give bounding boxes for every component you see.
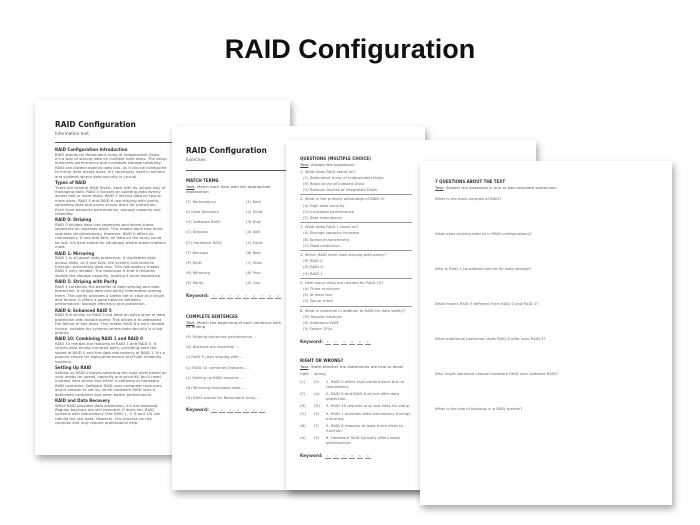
multiple-choice-questions bbox=[300, 170, 412, 332]
wrong-letter: (E) bbox=[314, 411, 320, 416]
answer-option: (M) Regular backups bbox=[303, 314, 342, 320]
statement: 2. RAID 5 and RAID 6 do not offer data protection. bbox=[326, 391, 400, 401]
sentence-start: (H) RAID stands for Redundant Array ... bbox=[186, 394, 261, 400]
complete-sentences-rows bbox=[186, 335, 282, 400]
question: 6. What is essential in addition to RAID for data safety? bbox=[300, 307, 406, 313]
match-definition: (2) Divid bbox=[246, 209, 263, 215]
section-body: RAID 10 merges the features of RAID 1 and RAID 0. It stripes data across mirrored pairs, providing both the speed of RAID 0 and the data redundancy of RAID 1. It's a popular choice for high-performance and high-reliability systems. bbox=[55, 340, 165, 364]
statement-row bbox=[300, 404, 412, 409]
section-heading: Setting Up RAID bbox=[55, 365, 92, 370]
section-body: RAID 1 is all about data protection. It duplicates data across disks, so if one fails, the system continues to function, preventing data loss. This redundancy makes RAID 1 very reliable. The downside is that it requires double the storage capacity, making it more expensive. bbox=[55, 255, 162, 278]
keyword-blank: 6 bbox=[365, 454, 371, 459]
keyword-blank: 5 bbox=[357, 454, 363, 459]
task-description: : Answer the questions! bbox=[308, 162, 355, 167]
section-body: RAID stands for Redundant Array of Independent Disks. It's a way of storing data on multiple hard disks. The setup enhances performance and increases storage reliability. RAID can protect against data loss, as it can be configured to mirror data across disks. It's commonly used in servers and systems where data security is crucial. bbox=[55, 151, 167, 179]
question: 2. What is the primary advantage of RAID 0? bbox=[300, 196, 385, 202]
keyword-blank: 3 bbox=[341, 340, 347, 345]
match-term: (I) Data Recovery bbox=[186, 209, 220, 215]
question: What does striping refer to in RAID configurations? bbox=[435, 231, 532, 236]
keyword-blank: 4 bbox=[235, 294, 241, 299]
keyword-blank: 7 bbox=[259, 408, 265, 413]
sentence-start: (A) Backups are essential ... bbox=[186, 344, 240, 350]
question: 1. What does RAID stand for? bbox=[300, 168, 356, 174]
keyword-label: Keyword: bbox=[300, 453, 323, 459]
question: Why is RAID 1 considered secure for data storage? bbox=[435, 266, 532, 271]
question: What is the main purpose of RAID? bbox=[435, 196, 502, 201]
section-body: While RAID provides data protection, it's not foolproof. Regular backups are still essential. If disks fail, RAID systems with redundancy (like RAID 1, 5, 6 and 10) can rebuild the lost data. However, this process can be complex and may require professional help. bbox=[55, 402, 161, 426]
task-text bbox=[300, 365, 412, 370]
task-description: : Match the beginning of each sentence with its ending bbox=[186, 319, 282, 330]
match-definition: (8) Proc bbox=[246, 269, 261, 275]
keyword-blank: 3 bbox=[341, 454, 347, 459]
keyword-blank: 3 bbox=[227, 294, 233, 299]
keyword-row bbox=[186, 294, 282, 300]
answer-option: (A) High data security bbox=[303, 202, 345, 208]
right-letter: (R) bbox=[300, 403, 306, 409]
keyword-row bbox=[300, 340, 412, 346]
right-letter: (L) bbox=[300, 379, 306, 385]
right-or-wrong-rows bbox=[300, 380, 412, 446]
answer-option: (R) Rapid Array of Indexed Disks bbox=[303, 180, 365, 186]
wrong-column-label: wrong bbox=[314, 371, 326, 377]
section-heading: Types of RAID bbox=[55, 180, 87, 186]
keyword-blank: 5 bbox=[243, 408, 249, 413]
section-heading: RAID 5: Striping with Parity bbox=[55, 279, 118, 285]
match-term: (R) Mirroring bbox=[186, 269, 210, 275]
section-heading: QUESTIONS (MULTIPLE CHOICE) bbox=[300, 156, 371, 161]
answer-option: (H) RAID 1 bbox=[303, 270, 323, 276]
keyword-blank: 1 bbox=[211, 294, 217, 299]
sentence-start: (L) Setting up RAID requires ... bbox=[186, 374, 244, 380]
keyword-blank: 5 bbox=[243, 294, 249, 299]
section-body: Setting up RAID involves selecting the right level based on your needs for speed, capacity and security. You'll need multiple hard drives and either a software or hardware RAID controller. Software RAID uses computer resources and is simpler to set up, while hardware RAID uses a dedicated controller and often better performance. bbox=[55, 369, 167, 397]
wrong-letter: (T) bbox=[314, 423, 320, 429]
task-text bbox=[186, 321, 282, 330]
keyword-blank: 6 bbox=[365, 340, 371, 345]
keyword-blank: 1 bbox=[211, 408, 217, 413]
keyword-label: Keyword: bbox=[186, 408, 209, 414]
task-text bbox=[300, 163, 412, 168]
sentence-start: (P) Striping enhances performance ... bbox=[186, 334, 258, 340]
right-letter: (O) bbox=[300, 411, 306, 416]
statement-row bbox=[300, 424, 412, 433]
task-label: Task bbox=[186, 184, 195, 189]
answer-option: (B) Speed enhancement bbox=[303, 236, 350, 242]
exercises-column bbox=[186, 178, 282, 414]
page-heading: RAID Configuration bbox=[224, 34, 476, 64]
statement-row bbox=[300, 412, 412, 421]
keyword-blank: 2 bbox=[333, 340, 339, 345]
keyword-row bbox=[186, 408, 282, 414]
answer-option: (R) Additional RAM bbox=[303, 320, 339, 326]
keyword-blank: 3 bbox=[227, 408, 233, 413]
question-separator bbox=[300, 306, 412, 307]
task-label: Task bbox=[186, 319, 195, 325]
wrong-letter: (D) bbox=[314, 403, 320, 409]
statement: 1. RAID 0 offers high performance but no redundancy. bbox=[326, 379, 405, 389]
answer-option: (A) Three minimum bbox=[303, 286, 340, 292]
question-separator bbox=[300, 194, 412, 195]
answer-option: (E) At least four bbox=[303, 292, 333, 298]
section-heading: RAID Configuration Introduction bbox=[55, 147, 128, 152]
section-body: There are several RAID levels, each with its unique way of managing data. RAID 0 focuses on splitting data evenly across two or more disks. RAID 1 mirrors data on two or more disks. RAID 5 and RAID 6 use striping with parity, spreading data and parity across disks for protection. Each level balances performance, storage capacity and reliability. bbox=[55, 184, 166, 217]
section-heading: COMPLETE SENTENCES bbox=[186, 313, 238, 319]
keyword-blank: 6 bbox=[251, 408, 257, 413]
question: 3. What does RAID 1 focus on? bbox=[300, 224, 359, 230]
wrong-letter: (A) bbox=[314, 391, 320, 397]
match-term: (E) Parity bbox=[186, 279, 204, 285]
match-definition: (3) Dupl bbox=[246, 219, 262, 225]
keyword-blank: 8 bbox=[267, 294, 273, 299]
right-letter: (F) bbox=[300, 391, 306, 397]
wrong-letter: (V) bbox=[314, 379, 320, 385]
match-term: (P) RAID bbox=[186, 259, 202, 265]
sentence-start: (L) RAID 10 combines features ... bbox=[186, 364, 249, 370]
question-separator bbox=[300, 222, 412, 223]
answer-option: (O) Increased performance bbox=[303, 208, 355, 214]
quiz-column bbox=[300, 156, 412, 460]
task-label: Task bbox=[300, 363, 309, 369]
keyword-blank: 4 bbox=[235, 408, 241, 413]
keyword-row bbox=[300, 454, 412, 460]
answer-option: (V) Faster CPUs bbox=[303, 326, 333, 332]
sheet-title: RAID Configuration bbox=[186, 146, 267, 155]
question: 4. Which RAID level uses striping with parity? bbox=[300, 252, 387, 258]
keyword-blank: 5 bbox=[357, 340, 363, 345]
question: Why might someone choose hardware RAID over software RAID? bbox=[435, 371, 558, 376]
answer-option: (T) Data redundancy bbox=[303, 214, 343, 220]
match-definition: (9) Cop bbox=[246, 279, 260, 285]
keyword-blank: 4 bbox=[349, 454, 355, 459]
answer-option: (S) Two or more bbox=[303, 298, 333, 304]
section-body: RAID 6 is similar to RAID 5 but adds an extra layer of data protection with double parity. This allows it to withstand the failure of two disks. This makes RAID 6 a very reliable choice, suitable for systems where data security is a top priority. bbox=[55, 312, 166, 335]
section-heading: RAID and Data Recovery bbox=[55, 398, 111, 404]
info-sections bbox=[55, 146, 167, 426]
match-term: (T) Redundancy bbox=[186, 199, 216, 205]
keyword-blank: 2 bbox=[219, 294, 225, 299]
sheet-subtitle: Exercises bbox=[186, 157, 206, 162]
question: What makes RAID 5 different from RAID 0 and RAID 1? bbox=[435, 301, 539, 306]
keyword-label: Keyword: bbox=[300, 339, 323, 345]
statement-row bbox=[300, 436, 412, 445]
keyword-blank: 1 bbox=[325, 340, 331, 345]
section-heading: RAID 10: Combining RAID 1 and RAID 0 bbox=[55, 336, 143, 342]
column-header bbox=[300, 372, 412, 377]
task-text bbox=[186, 185, 282, 194]
answer-option: (V) Random Access of Integrated Disks bbox=[303, 186, 377, 192]
question-separator bbox=[300, 250, 412, 251]
task-description: : State whether the statements are true or false! bbox=[308, 363, 404, 369]
section-heading: MATCH TERMS bbox=[186, 178, 219, 183]
match-term: (O) Hardware RAID bbox=[186, 239, 222, 245]
match-definition: (6) Rest bbox=[246, 249, 261, 255]
question-separator bbox=[300, 278, 412, 279]
sheet-subtitle: Information text bbox=[55, 131, 89, 136]
keyword-blank: 7 bbox=[259, 294, 265, 299]
match-term: (C) Striping bbox=[186, 229, 208, 235]
match-definition: (4) Add bbox=[246, 229, 260, 235]
keyword-blank: 2 bbox=[219, 408, 225, 413]
worksheet-text-questions bbox=[420, 161, 672, 505]
sentence-start: (N) Mirroring duplicates data ... bbox=[186, 384, 246, 390]
statement: 6. Hardware RAID typically offers lower performance. bbox=[326, 435, 401, 445]
match-terms-rows bbox=[186, 200, 282, 285]
sentence-start: (I) RAID 5 uses striping with ... bbox=[186, 354, 244, 360]
section-heading: RAID 1: Mirroring bbox=[55, 250, 95, 256]
section-heading: 7 QUESTIONS ABOUT THE TEXT bbox=[435, 179, 506, 184]
right-letter: (A) bbox=[300, 435, 306, 441]
statement: 4. RAID 1 provides data redundancy through mirroring. bbox=[326, 411, 411, 421]
keyword-blank: 4 bbox=[349, 340, 355, 345]
section-heading: RAID 0: Striping bbox=[55, 217, 92, 223]
section-body: RAID 5 combines the benefits of both striping and data protection. It stripes data and parity information among them. This parity provides a safety net in case of a single disk failure. It offers a good balance between performance, storage efficiency and protection. bbox=[55, 283, 165, 307]
answer-option: (O) Data protection bbox=[303, 242, 340, 248]
task-text bbox=[435, 186, 660, 191]
question: 5. How many disks are needed for RAID 10? bbox=[300, 280, 384, 286]
wrong-letter: (E) bbox=[314, 435, 320, 441]
statement-row bbox=[300, 392, 412, 401]
question: What is the role of backups in a RAID system? bbox=[435, 406, 523, 411]
text-questions-header bbox=[435, 179, 660, 191]
keyword-blank: 9 bbox=[275, 294, 281, 299]
section-heading: RIGHT OR WRONG? bbox=[300, 357, 344, 363]
match-definition: (1) Real bbox=[246, 199, 261, 205]
match-definition: (7) Utiliz bbox=[246, 259, 263, 265]
section-heading: RAID 6: Enhanced RAID 5 bbox=[55, 307, 112, 313]
statement: 5. RAID 6 requires at least three disks to function. bbox=[326, 423, 403, 433]
answer-option: (D) RAID 5 bbox=[303, 264, 323, 270]
statement: 3. RAID 10 requires only two disks for setup. bbox=[326, 403, 411, 409]
right-letter: (B) bbox=[300, 423, 306, 429]
section-body: RAID 0 divides data into segments and stores these segments on separate disks. This means each disk drive operates simultaneously. However, RAID 0 offers no redundancy; if one disk fails, all data on the array could be lost. It's best suited for situations where speed matters most. bbox=[55, 222, 166, 250]
task-description: : Answer the questions in one or two complete sentences! bbox=[443, 185, 557, 190]
answer-option: (A) Storage capacity increase bbox=[303, 230, 360, 236]
answer-option: (C) Redundant Array of Independent Disks bbox=[303, 174, 384, 180]
task-description: : Match each item with the appropriate explanation bbox=[186, 184, 271, 194]
match-term: (T) Backups bbox=[186, 249, 209, 255]
keyword-blank: 1 bbox=[325, 454, 331, 459]
answer-option: (R) RAID 0 bbox=[303, 258, 323, 264]
question: What additional protection does RAID 6 offer over RAID 5? bbox=[435, 336, 546, 341]
keyword-blank: 2 bbox=[333, 454, 339, 459]
keyword-blank: 6 bbox=[251, 294, 257, 299]
right-column-label: right bbox=[300, 371, 309, 377]
task-label: Task bbox=[300, 162, 309, 167]
statement-row bbox=[300, 380, 412, 389]
match-definition: (5) Extra bbox=[246, 239, 263, 245]
sheet-title: RAID Configuration bbox=[55, 120, 136, 129]
match-term: (U) Software RAID bbox=[186, 219, 221, 225]
task-label: Task bbox=[435, 185, 444, 190]
keyword-label: Keyword: bbox=[186, 293, 209, 299]
